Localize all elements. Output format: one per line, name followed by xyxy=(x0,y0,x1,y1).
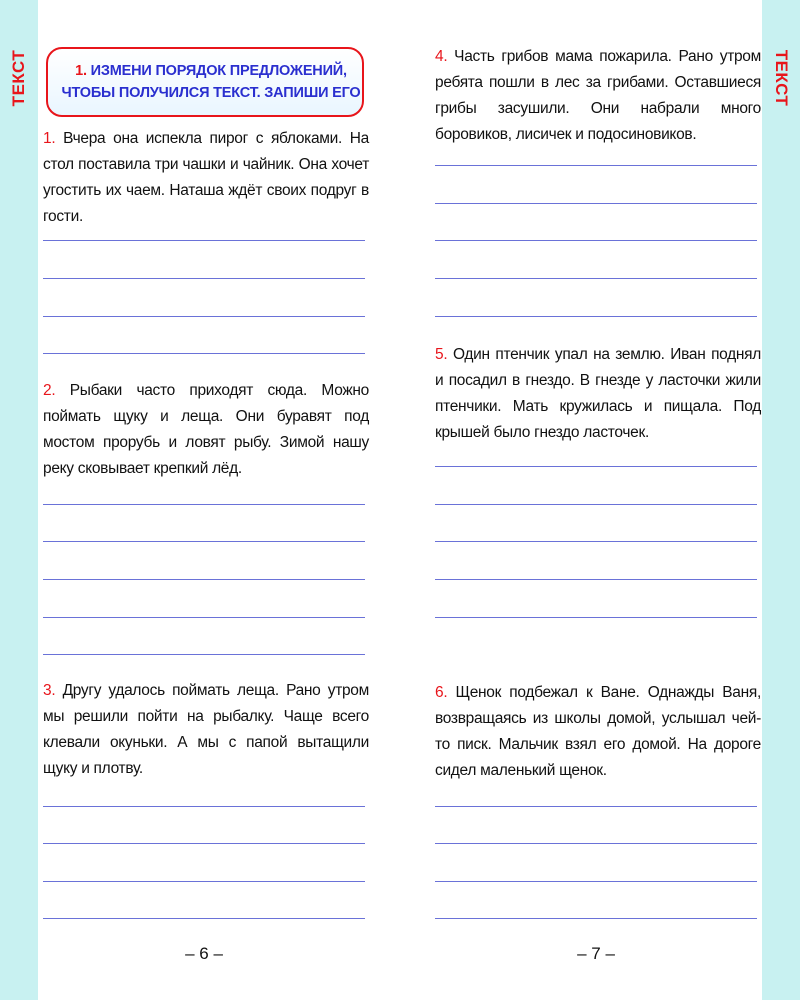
exercise-4-number: 4. xyxy=(435,48,448,65)
writing-line[interactable] xyxy=(43,918,365,919)
exercise-3-number: 3. xyxy=(43,682,56,699)
side-label-right: ТЕКСТ xyxy=(772,49,791,107)
exercise-4 xyxy=(435,44,761,148)
writing-line[interactable] xyxy=(435,918,757,919)
task-title-box xyxy=(46,47,364,117)
writing-line[interactable] xyxy=(43,278,365,279)
writing-line[interactable] xyxy=(43,240,365,241)
exercise-5-text: Один птенчик упал на землю. Иван поднял и посадил в гнездо. В гнезде у ласточки жили птенчики. Мать кружилась и пищала. Под крышей было гнездо ласточек. xyxy=(435,346,761,441)
writing-line[interactable] xyxy=(435,843,757,844)
page-number-left: – 6 – xyxy=(185,944,223,963)
exercise-5-number: 5. xyxy=(435,346,448,363)
task-title-line-1 xyxy=(75,60,347,82)
exercise-6 xyxy=(435,680,761,784)
exercise-2-text-block xyxy=(43,378,369,482)
exercise-6-text-block xyxy=(435,680,761,784)
writing-line[interactable] xyxy=(43,617,365,618)
writing-line[interactable] xyxy=(43,654,365,655)
writing-line[interactable] xyxy=(43,316,365,317)
writing-line[interactable] xyxy=(43,541,365,542)
writing-line[interactable] xyxy=(435,617,757,618)
exercise-3-text-block xyxy=(43,678,369,782)
exercise-6-text: Щенок подбежал к Ване. Однажды Ваня, возвращаясь из школы домой, услышал чей-то писк. Мальчик взял его домой. На дороге сидел маленький щенок. xyxy=(435,684,761,779)
writing-line[interactable] xyxy=(43,579,365,580)
writing-line[interactable] xyxy=(435,579,757,580)
writing-line[interactable] xyxy=(435,165,757,166)
exercise-1-text-block xyxy=(43,126,369,230)
exercise-1-text: Вчера она испекла пирог с яблоками. На стол поставила три чашки и чайник. Она хочет угостить их чаем. Наташа ждёт своих подруг в гости. xyxy=(43,130,370,225)
writing-line[interactable] xyxy=(435,504,757,505)
exercise-4-text-block xyxy=(435,44,761,148)
task-title-text-1: ИЗМЕНИ ПОРЯДОК ПРЕДЛОЖЕНИЙ, xyxy=(90,63,347,79)
task-title-line-2: ЧТОБЫ ПОЛУЧИЛСЯ ТЕКСТ. ЗАПИШИ ЕГО xyxy=(61,85,361,101)
left-side-band xyxy=(0,0,38,1000)
writing-line[interactable] xyxy=(43,504,365,505)
writing-line[interactable] xyxy=(435,806,757,807)
right-side-band xyxy=(762,0,800,1000)
writing-line[interactable] xyxy=(435,316,757,317)
exercise-1-number: 1. xyxy=(43,130,56,147)
writing-line[interactable] xyxy=(43,881,365,882)
task-number: 1. xyxy=(75,63,87,79)
writing-line[interactable] xyxy=(435,881,757,882)
exercise-5-text-block xyxy=(435,342,761,446)
writing-line[interactable] xyxy=(43,806,365,807)
writing-line[interactable] xyxy=(43,353,365,354)
exercise-1 xyxy=(43,126,369,230)
writing-line[interactable] xyxy=(435,203,757,204)
side-label-left: ТЕКСТ xyxy=(9,49,28,107)
writing-line[interactable] xyxy=(435,278,757,279)
exercise-5 xyxy=(435,342,761,446)
exercise-3 xyxy=(43,678,369,782)
exercise-4-text: Часть грибов мама пожарила. Рано утром ребята пошли в лес за грибами. Оставшиеся грибы засушили. Они набрали много боровиков, лисичек и подосиновиков. xyxy=(435,48,761,143)
exercise-2 xyxy=(43,378,369,482)
page-number-right: – 7 – xyxy=(577,944,615,963)
writing-line[interactable] xyxy=(43,843,365,844)
exercise-3-text: Другу удалось поймать леща. Рано утром мы решили пойти на рыбалку. Чаще всего клевали окуньки. А мы с папой вытащили щуку и плотву. xyxy=(43,682,369,777)
writing-line[interactable] xyxy=(435,240,757,241)
exercise-6-number: 6. xyxy=(435,684,448,701)
writing-line[interactable] xyxy=(435,466,757,467)
exercise-2-number: 2. xyxy=(43,382,56,399)
exercise-2-text: Рыбаки часто приходят сюда. Можно поймать щуку и леща. Они буравят под мостом прорубь и ловят рыбу. Зимой нашу реку сковывает крепкий лёд. xyxy=(43,382,369,477)
writing-line[interactable] xyxy=(435,541,757,542)
